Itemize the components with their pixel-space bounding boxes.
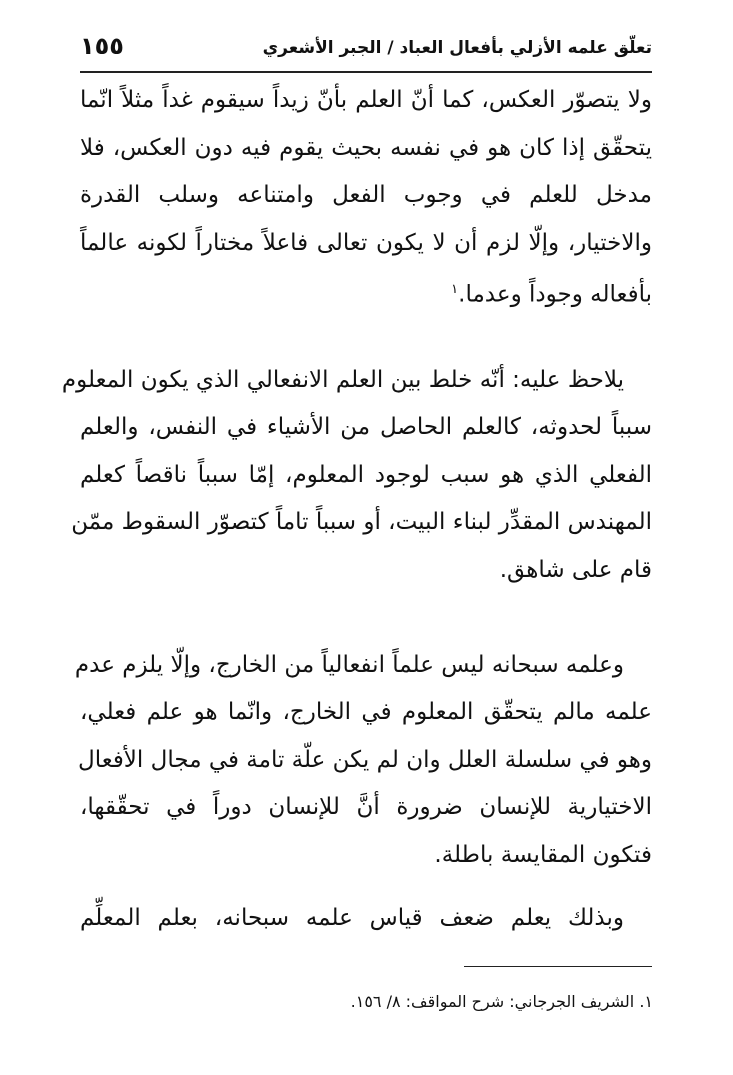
text-line: مدخل للعلم في وجوب الفعل وامتناعه وسلب القدرة — [80, 182, 652, 208]
text-line: وهو في سلسلة العلل وان لم يكن علّة تامة في مجال الأفعال — [78, 747, 652, 773]
text-line: فتكون المقايسة باطلة. — [434, 842, 652, 868]
text-line: الاختيارية للإنسان ضرورة أنَّ للإنسان دوراً في تحقّقها، — [80, 794, 652, 820]
running-header — [80, 30, 652, 70]
text-line: ولا يتصوّر العكس، كما أنّ العلم بأنّ زيداً سيقوم غداً مثلاً انّما — [80, 87, 652, 113]
text-line: سبباً لحدوثه، كالعلم الحاصل من الأشياء في النفس، والعلم — [80, 414, 652, 440]
text-line: والاختيار، وإلّا لزم أن لا يكون تعالى فاعلاً مختاراً لكونه عالماً — [80, 230, 652, 256]
text-line: علمه مالم يتحقّق المعلوم في الخارج، وانّما هو علم فعلي، — [80, 699, 652, 725]
footnote-rule — [464, 966, 652, 967]
text-line: وبذلك يعلم ضعف قياس علمه سبحانه، بعلم المعلِّم — [80, 905, 624, 931]
page-number: ١٥٥ — [80, 32, 124, 60]
text-line: وعلمه سبحانه ليس علماً انفعالياً من الخارج، وإلّا يلزم عدم — [74, 652, 624, 678]
text-line: يتحقّق إذا كان هو في نفسه بحيث يقوم فيه دون العكس، فلا — [80, 135, 652, 161]
header-rule — [80, 71, 652, 73]
text-line-content: بأفعاله وجوداً وعدما. — [458, 281, 652, 308]
running-title: تعلّق علمه الأزلي بأفعال العباد / الجبر الأشعري — [262, 38, 652, 58]
text-line — [80, 270, 652, 310]
footnote: ١. الشريف الجرجاني: شرح المواقف: ٨/ ١٥٦. — [350, 992, 653, 1011]
footnote-marker: ١ — [451, 282, 459, 297]
text-line: الفعلي الذي هو سبب لوجود المعلوم، إمّا سبباً ناقصاً كعلم — [80, 462, 652, 488]
text-line: المهندس المقدِّر لبناء البيت، أو سبباً تاماً كتصوّر السقوط ممّن — [71, 509, 652, 535]
text-line — [61, 360, 624, 400]
text-line: قام على شاهق. — [499, 557, 652, 583]
text-line-content: يلاحظ عليه: أنّه خلط بين العلم الانفعالي الذي يكون المعلوم — [61, 367, 624, 393]
